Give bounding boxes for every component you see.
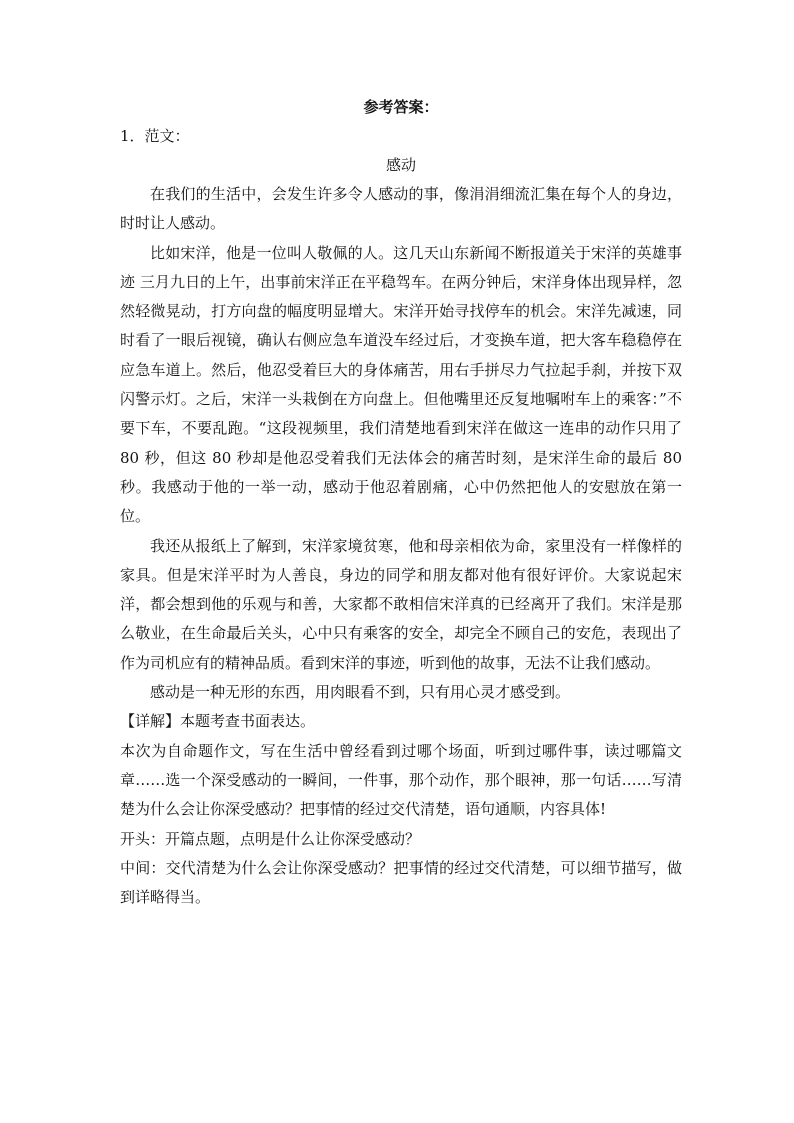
- essay-paragraph: 感动是一种无形的东西，用肉眼看不到，只有用心灵才感受到。: [150, 683, 571, 702]
- answer-heading: 参考答案：: [363, 98, 439, 116]
- essay-paragraph: 在我们的生活中，会发生许多令人感动的事，像涓涓细流汇集在每个人的身边，时时让人感动。: [120, 185, 682, 233]
- essay-body: [120, 180, 682, 707]
- essay-paragraph: 比如宋洋，他是一位叫人敬佩的人。这几天山东新闻不断报道关于宋洋的英雄事迹 三月九日的上午，出事前宋洋正在平稳驾车。在两分钟后，宋洋身体出现异样，忽然轻微晃动，打方向盘的幅度明显增大。宋洋开始寻找停车的机会。宋洋先减速，同时看了一眼后视镜，确认右侧应急车道没车经过后，才变换车道，把大客车稳稳停在应急车道上。然后，他忍受着巨大的身体痛苦，用右手拼尽力气拉起手刹，并按下双闪警示灯。之后，宋洋一头栽倒在方向盘上。但他嘴里还反复地嘱咐车上的乘客：”不要下车，不要乱跑。“这段视频里，我们清楚地看到宋洋在做这一连串的动作只用了 80 秒，但这 80 秒却是他忍受着我们无法体会的痛苦时刻，是宋洋生命的最后 80 秒。我感动于他的一举一动，感动于他忍着剧痛，心中仍然把他人的安慰放在第一位。: [120, 243, 682, 526]
- analysis-section: [120, 707, 682, 912]
- analysis-paragraph: 【详解】本题考查书面表达。: [120, 712, 316, 731]
- answer-page: [120, 92, 682, 912]
- essay-title: 感动: [385, 156, 416, 174]
- analysis-paragraph: 中间：交代清楚为什么会让你深受感动？把事情的经过交代清楚，可以细节描写，做到详略得当。: [120, 858, 682, 907]
- essay-paragraph: 我还从报纸上了解到，宋洋家境贫寒，他和母亲相依为命，家里没有一样像样的家具。但是宋洋平时为人善良，身边的同学和朋友都对他有很好评价。大家说起宋洋，都会想到他的乐观与和善，大家都不敢相信宋洋真的已经离开了我们。宋洋是那么敬业，在生命最后关头，心中只有乘客的安全，却完全不顾自己的安危，表现出了作为司机应有的精神品质。看到宋洋的事迹，听到他的故事，无法不让我们感动。: [120, 536, 682, 672]
- analysis-paragraph: 本次为自命题作文，写在生活中曾经看到过哪个场面，听到过哪件事，读过哪篇文章……选一个深受感动的一瞬间，一件事，那个动作，那个眼神，那一句话……写清楚为什么会让你深受感动？把事情的经过交代清楚，语句通顺，内容具体!: [120, 741, 682, 819]
- question-label: 1．范文：: [120, 127, 190, 145]
- analysis-paragraph: 开头：开篇点题，点明是什么让你深受感动？: [120, 829, 421, 848]
